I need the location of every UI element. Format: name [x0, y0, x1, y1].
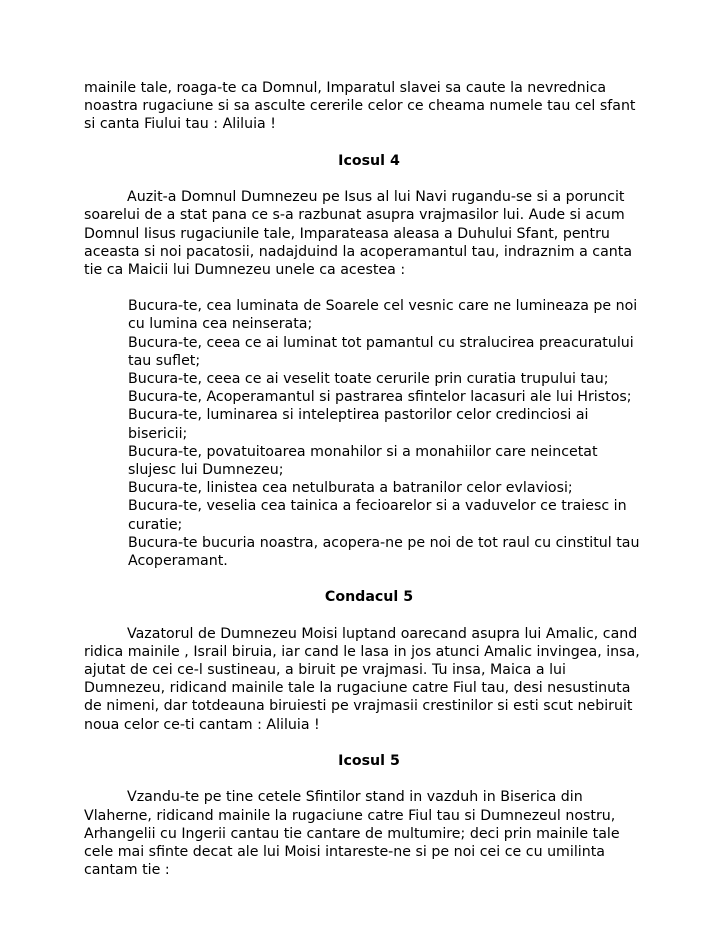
list-line: Bucura-te, cea luminata de Soarele cel vesnic care ne lumineaza pe noi	[128, 298, 638, 315]
list-line: tau suflet;	[128, 352, 201, 369]
text-line: mainile tale, roaga-te ca Domnul, Imparatul slavei sa caute la nevrednica	[84, 80, 607, 96]
list-line: Bucura-te, veselia cea tainica a fecioarelor si a vaduvelor ce traiesc in	[128, 498, 627, 515]
list-line: cu lumina cea neinserata;	[128, 316, 313, 333]
list-line: Bucura-te, ceea ce ai veselit toate cerurile prin curatia trupului tau;	[128, 371, 609, 387]
text-line: Arhangelii cu Ingerii cantau tie cantare de multumire; deci prin mainile tale	[84, 825, 620, 842]
section-heading-icos4: Icosul 4	[338, 152, 400, 169]
text-line: aceasta si noi pacatosii, nadajduind la acoperamantul tau, indraznim a canta	[84, 243, 633, 260]
list-line: Bucura-te, Acoperamantul si pastrarea sfintelor lacasuri ale lui Hristos;	[128, 389, 632, 406]
text-line: cele mai sfinte decat ale lui Moisi intareste-ne si pe noi cei ce cu umilinta	[84, 843, 605, 860]
text-line: Vlaherne, ridicand mainile la rugaciune catre Fiul tau si Dumnezeul nostru,	[84, 807, 616, 824]
list-line: Acoperamant.	[128, 552, 228, 569]
list-line: curatie;	[128, 516, 183, 533]
list-line: Bucura-te bucuria noastra, acopera-ne pe noi de tot raul cu cinstitul tau	[128, 534, 640, 551]
text-line: tie ca Maicii lui Dumnezeu unele ca acestea :	[84, 261, 406, 278]
text-line: ridica mainile , Israil biruia, iar cand le lasa in jos atunci Amalic invingea, insa,	[84, 643, 640, 660]
section-heading-icos5: Icosul 5	[338, 752, 400, 769]
text-line: Vazatorul de Dumnezeu Moisi luptand oarecand asupra lui Amalic, cand	[127, 625, 638, 642]
text-line: Vzandu-te pe tine cetele Sfintilor stand in vazduh in Biserica din	[127, 789, 583, 806]
condac5-paragraph	[84, 625, 654, 734]
text-line: ajutat de cei ce-l sustineau, a biruit pe vrajmasi. Tu insa, Maica a lui	[84, 662, 566, 678]
text-line: cantam tie :	[84, 862, 170, 879]
list-line: slujesc lui Dumnezeu;	[128, 461, 284, 478]
document-page	[84, 79, 654, 897]
icos4-bucura-list	[84, 297, 654, 570]
list-line: Bucura-te, povatuitoarea monahilor si a monahiilor care neincetat	[128, 443, 598, 460]
text-line: de nimeni, dar totdeauna biruiesti pe vrajmasii crestinilor si esti scut nebiruit	[84, 698, 633, 715]
text-line: soarelui de a stat pana ce s-a razbunat asupra vrajmasilor lui. Aude si acum	[84, 207, 625, 224]
list-line: Bucura-te, ceea ce ai luminat tot pamantul cu stralucirea preacuratului	[128, 334, 634, 351]
section-heading-condac5: Condacul 5	[324, 589, 414, 606]
text-line: Domnul Iisus rugaciunile tale, Imparateasa aleasa a Duhului Sfant, pentru	[84, 225, 610, 242]
text-line: si canta Fiului tau : Aliluia !	[84, 116, 276, 133]
list-line: Bucura-te, luminarea si inteleptirea pastorilor celor credinciosi ai	[128, 407, 589, 424]
intro-paragraph	[84, 79, 654, 134]
icos5-paragraph	[84, 788, 654, 879]
text-line: Dumnezeu, ridicand mainile tale la rugaciune catre Fiul tau, desi nesustinuta	[84, 680, 631, 697]
icos4-paragraph	[84, 188, 654, 279]
text-line: noastra rugaciune si sa asculte cererile celor ce cheama numele tau cel sfant	[84, 98, 636, 115]
text-line: noua celor ce-ti cantam : Aliluia !	[84, 716, 320, 733]
list-line: Bucura-te, linistea cea netulburata a batranilor celor evlaviosi;	[128, 480, 573, 497]
text-line: Auzit-a Domnul Dumnezeu pe Isus al lui Navi rugandu-se si a poruncit	[127, 189, 625, 206]
list-line: bisericii;	[128, 425, 188, 442]
